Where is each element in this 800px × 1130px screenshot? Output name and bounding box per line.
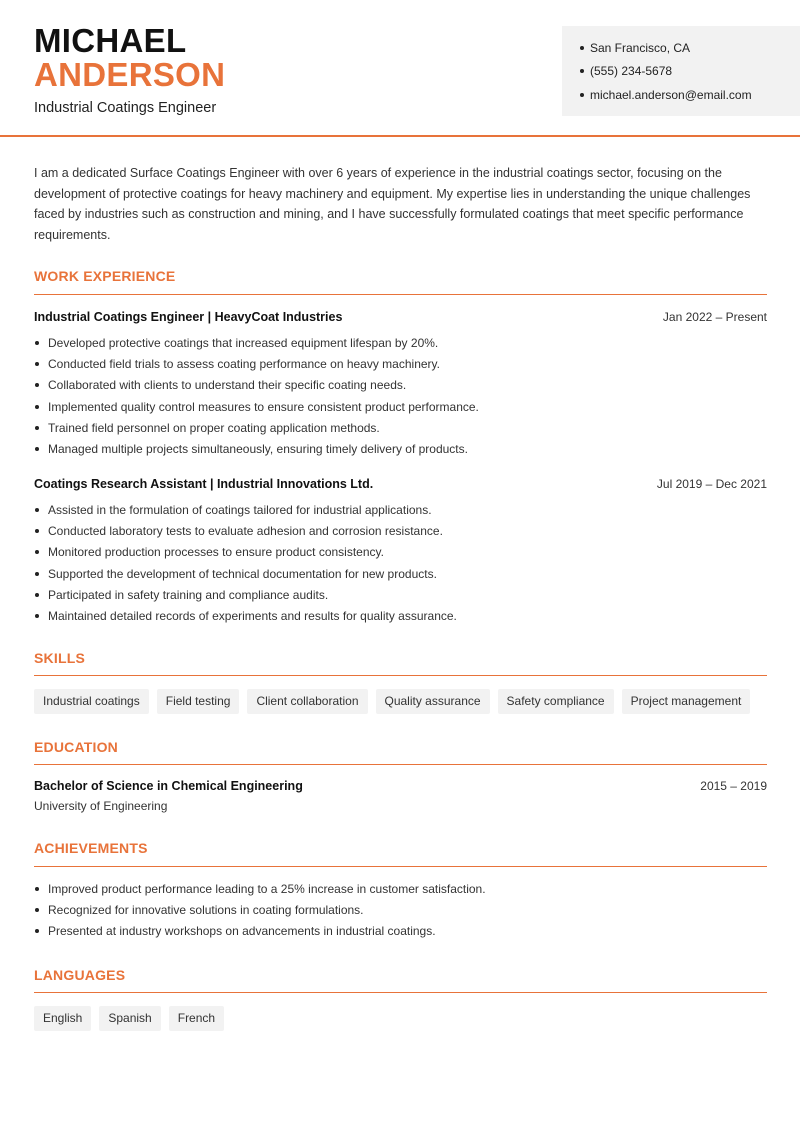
job-title: Industrial Coatings Engineer: [34, 100, 217, 116]
language-chip: English: [34, 1006, 91, 1031]
contact-location-text: San Francisco, CA: [590, 40, 691, 55]
bullet-icon: [35, 447, 39, 451]
list-item: [34, 605, 767, 626]
bullet-icon: [35, 887, 39, 891]
resume-header: [0, 0, 800, 137]
first-name: MICHAEL: [34, 22, 187, 59]
bullet-icon: [35, 508, 39, 512]
section-title-achievements: ACHIEVEMENTS: [34, 840, 148, 856]
section-title-work: WORK EXPERIENCE: [34, 268, 176, 284]
section-divider: [34, 866, 767, 867]
bullet-icon: [35, 614, 39, 618]
list-item: [34, 438, 767, 459]
job-role: Coatings Research Assistant | Industrial Innovations Ltd.: [34, 477, 374, 491]
language-chips: [34, 1006, 232, 1031]
bullet-icon: [35, 426, 39, 430]
skills-chips: [34, 689, 758, 714]
bullet-icon: [35, 383, 39, 387]
contact-email-text: michael.anderson@email.com: [590, 87, 752, 102]
contact-email: [580, 83, 800, 107]
skill-chip: Safety compliance: [498, 689, 614, 714]
list-item: [34, 353, 767, 374]
achievement-bullets: [34, 878, 767, 942]
job-bullets: [34, 499, 767, 627]
bullet-text: Trained field personnel on proper coating application methods.: [48, 420, 380, 435]
section-divider: [34, 675, 767, 676]
skill-chip: Industrial coatings: [34, 689, 149, 714]
bullet-text: Participated in safety training and compliance audits.: [48, 587, 329, 602]
education-entry-header: [34, 779, 767, 793]
list-item: [34, 417, 767, 438]
language-chip: Spanish: [99, 1006, 160, 1031]
list-item: [34, 921, 767, 942]
list-item: [34, 563, 767, 584]
bullet-text: Developed protective coatings that increased equipment lifespan by 20%.: [48, 335, 439, 350]
summary-paragraph: I am a dedicated Surface Coatings Engineer with over 6 years of experience in the industrial coatings sector, focusing on the development of protective coatings for heavy machinery and equipment. My expertise lies in understanding the unique challenges faced by industries such as construction and mining, and I have successfully formulated coatings that meet specific performance requirements.: [34, 166, 751, 243]
section-title-languages: LANGUAGES: [34, 967, 126, 983]
bullet-icon: [35, 572, 39, 576]
job-date: Jan 2022 – Present: [662, 310, 767, 324]
bullet-icon: [35, 341, 39, 345]
skill-chip: Field testing: [157, 689, 240, 714]
bullet-icon: [35, 929, 39, 933]
list-item: [34, 396, 767, 417]
section-divider: [34, 992, 767, 993]
bullet-text: Conducted field trials to assess coating performance on heavy machinery.: [48, 356, 440, 371]
education-date: 2015 – 2019: [700, 779, 767, 793]
bullet-icon: [580, 93, 584, 97]
bullet-text: Monitored production processes to ensure product consistency.: [48, 545, 384, 560]
list-item: [34, 499, 767, 520]
skill-chip: Client collaboration: [247, 689, 367, 714]
bullet-icon: [35, 362, 39, 366]
section-title-skills: SKILLS: [34, 650, 85, 666]
job-entry-header: [34, 310, 767, 324]
job-bullets: [34, 332, 767, 460]
bullet-icon: [35, 550, 39, 554]
bullet-icon: [580, 46, 584, 50]
header-divider: [0, 135, 800, 137]
list-item: [34, 878, 767, 899]
bullet-text: Implemented quality control measures to ensure consistent product performance.: [48, 399, 479, 414]
contact-box: [562, 26, 800, 116]
bullet-text: Improved product performance leading to a 25% increase in customer satisfaction.: [48, 881, 486, 896]
bullet-text: Assisted in the formulation of coatings tailored for industrial applications.: [48, 502, 432, 517]
section-divider: [34, 294, 767, 295]
list-item: [34, 899, 767, 920]
bullet-text: Supported the development of technical documentation for new products.: [48, 566, 437, 581]
job-role: Industrial Coatings Engineer | HeavyCoat Industries: [34, 310, 343, 324]
list-item: [34, 375, 767, 396]
list-item: [34, 332, 767, 353]
job-entry-header: [34, 477, 767, 491]
skill-chip: Quality assurance: [376, 689, 490, 714]
language-chip: French: [169, 1006, 224, 1031]
section-divider: [34, 764, 767, 765]
contact-phone-text: (555) 234-5678: [590, 64, 673, 79]
degree: Bachelor of Science in Chemical Engineering: [34, 779, 303, 793]
bullet-text: Collaborated with clients to understand their specific coating needs.: [48, 378, 407, 393]
bullet-icon: [35, 908, 39, 912]
bullet-icon: [35, 593, 39, 597]
bullet-text: Recognized for innovative solutions in coating formulations.: [48, 902, 364, 917]
list-item: [34, 520, 767, 541]
bullet-icon: [35, 405, 39, 409]
job-date: Jul 2019 – Dec 2021: [656, 477, 767, 491]
section-title-education: EDUCATION: [34, 739, 118, 755]
contact-phone: [580, 60, 800, 84]
bullet-text: Maintained detailed records of experiments and results for quality assurance.: [48, 609, 457, 624]
contact-location: [580, 36, 800, 60]
skill-chip: Project management: [622, 689, 751, 714]
last-name: ANDERSON: [34, 56, 226, 93]
bullet-text: Presented at industry workshops on advancements in industrial coatings.: [48, 924, 436, 939]
bullet-icon: [580, 69, 584, 73]
list-item: [34, 584, 767, 605]
bullet-icon: [35, 529, 39, 533]
school-name: University of Engineering: [34, 799, 168, 813]
list-item: [34, 542, 767, 563]
bullet-text: Conducted laboratory tests to evaluate adhesion and corrosion resistance.: [48, 523, 443, 538]
bullet-text: Managed multiple projects simultaneously, ensuring timely delivery of products.: [48, 442, 468, 457]
